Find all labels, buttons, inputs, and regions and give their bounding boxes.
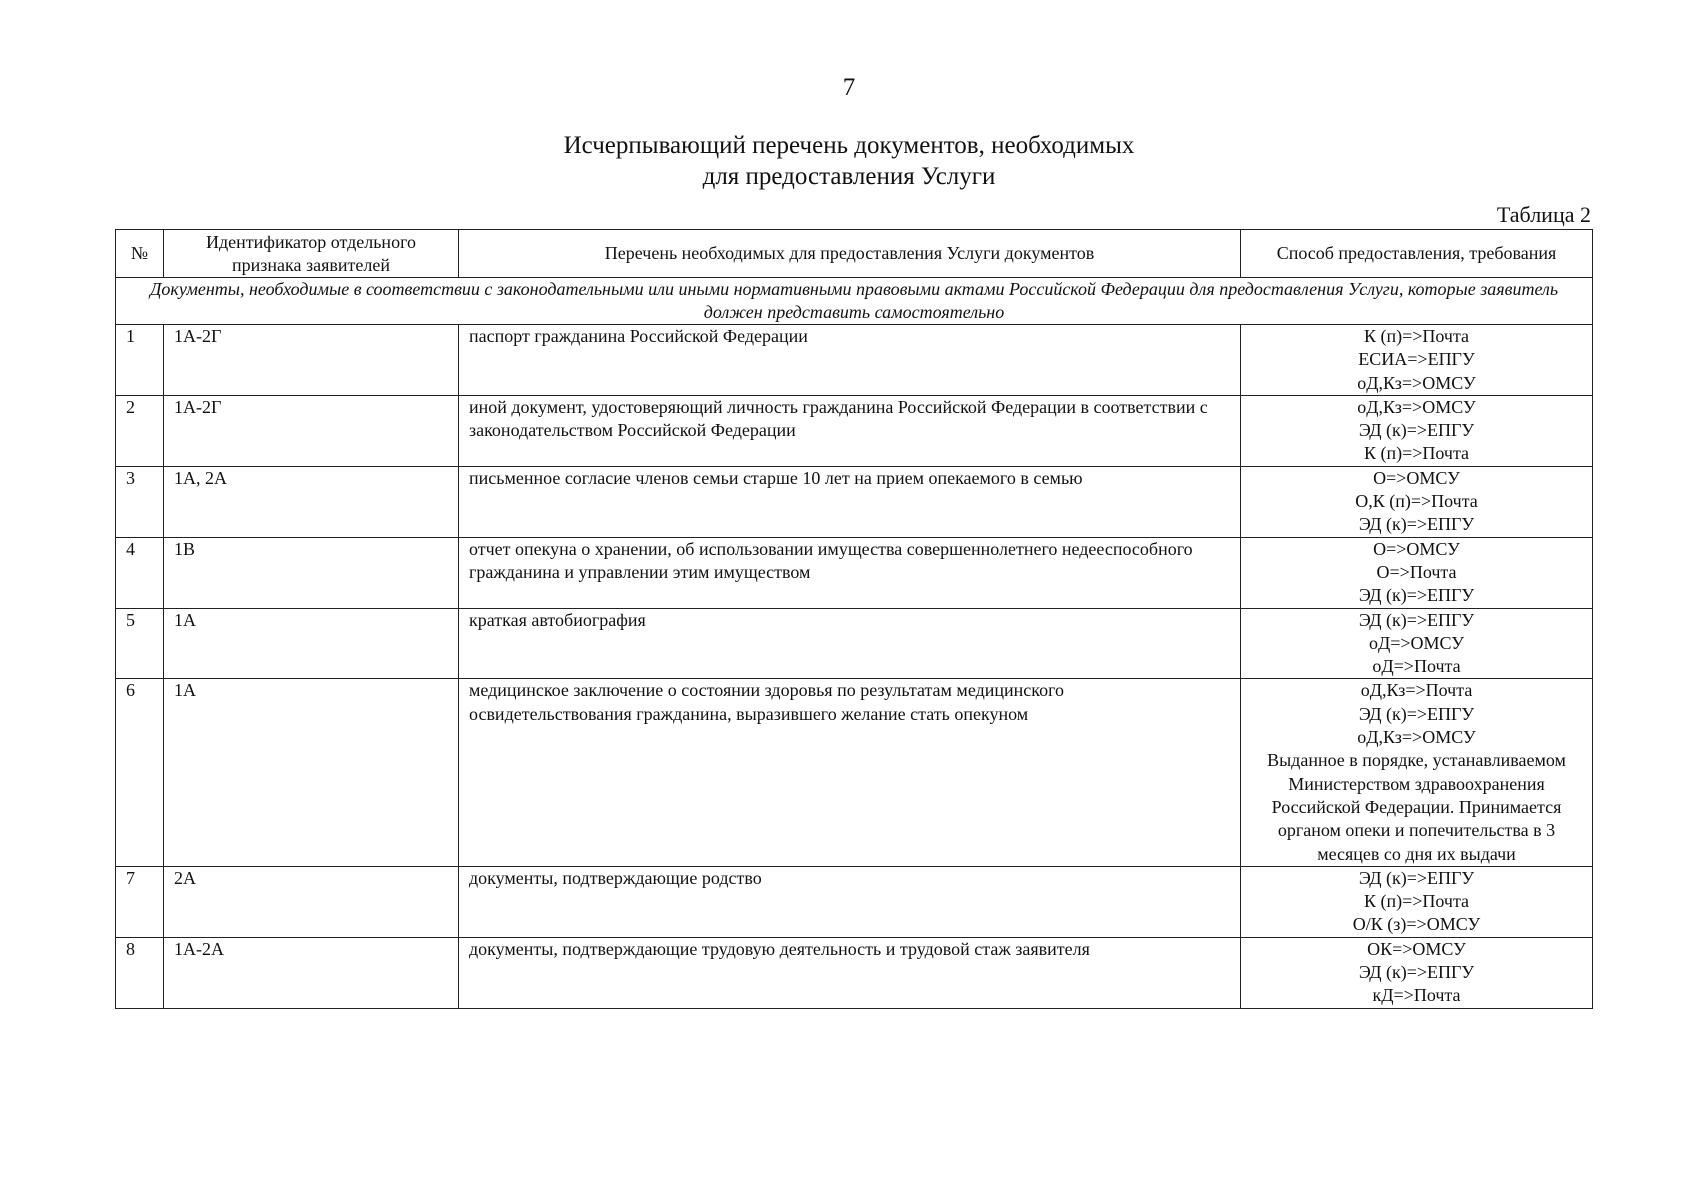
method-line: К (п)=>Почта (1363, 443, 1470, 464)
row-document: документы, подтверждающие трудовую деятельность и трудовой стаж заявителя (459, 937, 1241, 1008)
method-line: оД,Кз=>Почта (1360, 680, 1473, 701)
method-line: ЭД (к)=>ЕПГУ (1358, 703, 1475, 724)
table-label: Таблица 2 (1496, 202, 1591, 227)
table-row (116, 679, 1593, 866)
method-line: О=>ОМСУ (1373, 467, 1460, 488)
document-title-line-2: для предоставления Услуги (702, 163, 996, 190)
row-identifier: 1А-2Г (164, 395, 459, 466)
row-method (1241, 466, 1593, 537)
method-line: ЭД (к)=>ЕПГУ (1358, 585, 1475, 606)
method-line: ОК=>ОМСУ (1367, 938, 1466, 959)
row-document: документы, подтверждающие родство (459, 866, 1241, 937)
page-number: 7 (842, 74, 856, 101)
method-line: ЕСИА=>ЕПГУ (1358, 349, 1475, 370)
row-number: 8 (116, 937, 164, 1008)
table-header-row (116, 230, 1593, 278)
table-row (116, 325, 1593, 396)
row-document: письменное согласие членов семьи старше 10 лет на прием опекаемого в семью (459, 466, 1241, 537)
row-method (1241, 325, 1593, 396)
table-row (116, 866, 1593, 937)
row-number: 4 (116, 537, 164, 608)
header-num: № (116, 230, 164, 278)
row-identifier: 1А (164, 608, 459, 679)
row-number: 2 (116, 395, 164, 466)
method-line: оД=>ОМСУ (1368, 632, 1465, 653)
table-row (116, 537, 1593, 608)
method-line: ЭД (к)=>ЕПГУ (1358, 609, 1475, 630)
row-identifier: 1А-2А (164, 937, 459, 1008)
header-method: Способ предоставления, требования (1241, 230, 1593, 278)
method-line: О,К (п)=>Почта (1355, 491, 1478, 512)
document-title (0, 130, 1698, 192)
row-number: 6 (116, 679, 164, 866)
method-line: К (п)=>Почта (1363, 891, 1470, 912)
row-identifier: 1В (164, 537, 459, 608)
table-row (116, 937, 1593, 1008)
row-method (1241, 866, 1593, 937)
method-line: О/К (з)=>ОМСУ (1352, 914, 1481, 935)
method-line: О=>Почта (1376, 561, 1457, 582)
row-method (1241, 537, 1593, 608)
method-line: оД,Кз=>ОМСУ (1357, 727, 1476, 748)
method-line: Выданное в порядке, устанавливаемом Министерством здравоохранения Российской Федерации. Принимается органом опеки и попечительства в 3 месяцев со дня их выдачи (1267, 750, 1566, 864)
method-line: К (п)=>Почта (1363, 326, 1470, 346)
row-identifier: 1А, 2А (164, 466, 459, 537)
method-line: оД=>Почта (1372, 656, 1461, 677)
row-number: 7 (116, 866, 164, 937)
row-method (1241, 395, 1593, 466)
method-line: кД=>Почта (1372, 985, 1461, 1006)
table-row (116, 608, 1593, 679)
row-number: 3 (116, 466, 164, 537)
method-line: ЭД (к)=>ЕПГУ (1358, 962, 1475, 983)
method-line: оД,Кз=>ОМСУ (1357, 372, 1476, 393)
documents-table (115, 229, 1593, 1009)
row-identifier: 1А-2Г (164, 325, 459, 396)
row-document: краткая автобиография (459, 608, 1241, 679)
section-heading: Документы, необходимые в соответствии с законодательными или иными нормативными правовыми актами Российской Федерации для предоставления Услуги, которые заявитель должен представить самостоятельно (116, 278, 1593, 325)
method-line: ЭД (к)=>ЕПГУ (1358, 420, 1475, 441)
row-method (1241, 608, 1593, 679)
row-identifier: 2А (164, 866, 459, 937)
row-identifier: 1А (164, 679, 459, 866)
row-document: иной документ, удостоверяющий личность гражданина Российской Федерации в соответствии с законодательством Российской Федерации (459, 395, 1241, 466)
header-identifier: Идентификатор отдельного признака заявителей (164, 230, 459, 278)
row-document: паспорт гражданина Российской Федерации (459, 325, 1241, 396)
header-documents: Перечень необходимых для предоставления Услуги документов (459, 230, 1241, 278)
table-row (116, 395, 1593, 466)
method-line: ЭД (к)=>ЕПГУ (1358, 514, 1475, 535)
method-line: оД,Кз=>ОМСУ (1357, 396, 1476, 417)
method-line: ЭД (к)=>ЕПГУ (1358, 867, 1475, 888)
row-number: 5 (116, 608, 164, 679)
table-row (116, 466, 1593, 537)
row-document: отчет опекуна о хранении, об использовании имущества совершеннолетнего недееспособного гражданина и управлении этим имуществом (459, 537, 1241, 608)
row-method (1241, 679, 1593, 866)
row-document: медицинское заключение о состоянии здоровья по результатам медицинского освидетельствования гражданина, выразившего желание стать опекуном (459, 679, 1241, 866)
document-title-line-1: Исчерпывающий перечень документов, необходимых (563, 132, 1135, 159)
row-number: 1 (116, 325, 164, 396)
method-line: О=>ОМСУ (1373, 538, 1460, 559)
row-method (1241, 937, 1593, 1008)
section-row (116, 278, 1593, 325)
